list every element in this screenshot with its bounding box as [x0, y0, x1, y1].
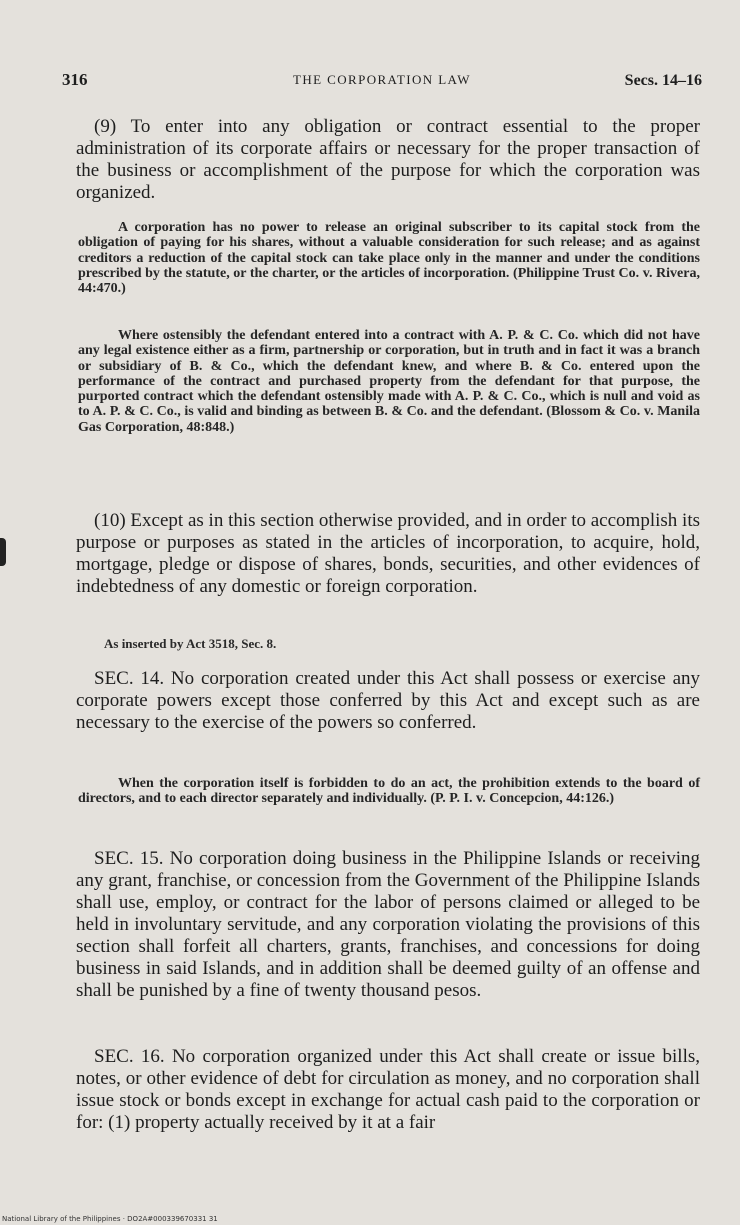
scan-edge-mark	[0, 538, 6, 566]
page-number: 316	[62, 70, 88, 89]
archive-footer: National Library of the Philippines · DO2A#000339670331 31	[2, 1215, 218, 1223]
paragraph-10: (10) Except as in this section otherwise provided, and in order to accomplish its purpose or purposes as stated in the articles of incorporation, to acquire, hold, mortgage, pledge or dispose of shares, bonds, securities, and other evidences of indebtedness of any domestic or foreign corporation.	[76, 510, 700, 597]
annotation-note-2: Where ostensibly the defendant entered into a contract with A. P. & C. Co. which did not have any legal existence either as a firm, partnership or corporation, but in truth and in fact it was a branch or subsidiary of B. & Co., which the defendant knew, and where B. & Co. entered upon the performance of the contract and purchased property from the defendant for that purpose, the purported contract which the defendant ostensibly made with A. P. & C. Co., which is null and void as to A. P. & C. Co., is valid and binding as between B. & Co. and the defendant. (Blossom & Co. v. Manila Gas Corporation, 48:848.)	[78, 328, 700, 435]
amendment-note: As inserted by Act 3518, Sec. 8.	[104, 636, 277, 651]
paragraph-9: (9) To enter into any obligation or contract essential to the proper administration of its corporate affairs or necessary for the proper transaction of the business or accomplishment of the purpose for which the corporation was organized.	[76, 116, 700, 203]
annotation-note-3: When the corporation itself is forbidden to do an act, the prohibition extends to the board of directors, and to each director separately and individually. (P. P. I. v. Concepcion, 44:126.)	[78, 776, 700, 807]
section-15: SEC. 15. No corporation doing business in the Philippine Islands or receiving any grant, franchise, or concession from the Government of the Philippine Islands shall use, employ, or contract for the labor of persons claimed or alleged to be held in involuntary servitude, and any corporation violating the provisions of this section shall forfeit all charters, grants, franchises, and concessions for doing business in said Islands, and in addition shall be deemed guilty of an offense and shall be punished by a fine of twenty thousand pesos.	[76, 848, 700, 1001]
section-range: Secs. 14–16	[624, 72, 702, 89]
running-title: THE CORPORATION LAW	[293, 72, 471, 87]
page-header	[62, 70, 702, 94]
section-16: SEC. 16. No corporation organized under this Act shall create or issue bills, notes, or other evidence of debt for circulation as money, and no corporation shall issue stock or bonds except in exchange for actual cash paid to the corporation or for: (1) property actually received by it at a fair	[76, 1046, 700, 1133]
section-14: SEC. 14. No corporation created under this Act shall possess or exercise any corporate powers except those conferred by this Act and except such as are necessary to the exercise of the powers so conferred.	[76, 668, 700, 733]
annotation-note-1: A corporation has no power to release an original subscriber to its capital stock from the obligation of paying for his shares, without a valuable consideration for such release; and as against creditors a reduction of the capital stock can take place only in the manner and under the conditions prescribed by the statute, or the charter, or the articles of incorporation. (Philippine Trust Co. v. Rivera, 44:470.)	[78, 220, 700, 297]
